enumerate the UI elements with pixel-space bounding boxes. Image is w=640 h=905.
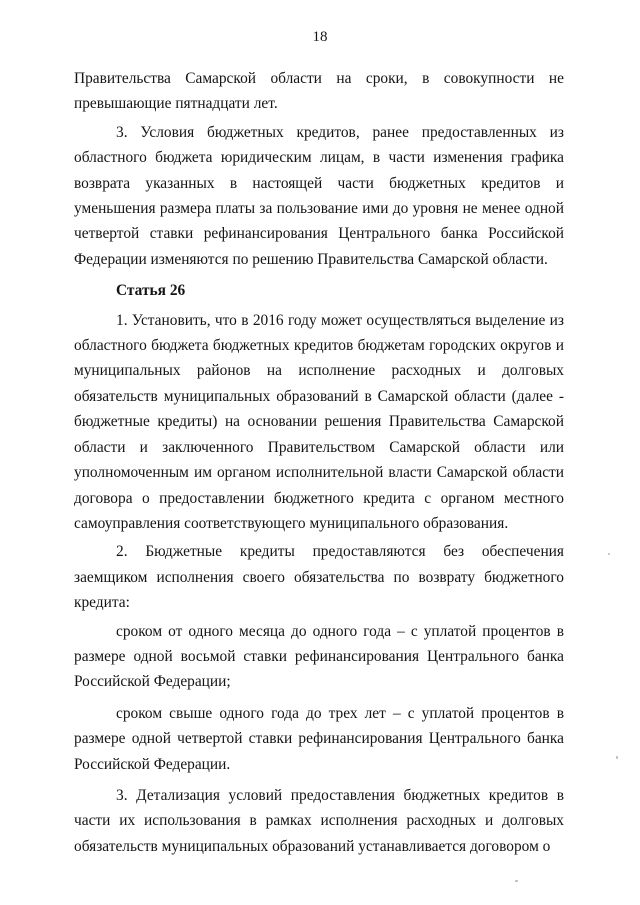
article-heading: Статья 26 (116, 282, 186, 300)
paragraph-term-up-to-one-year: сроком от одного месяца до одного года – с уплатой процентов в размере одной восьмой ставки рефинансирования Центрального банка Российской Федерации; (74, 622, 564, 691)
paragraph-budget-credits-allocation: 1. Установить, что в 2016 году может осуществляться выделение из областного бюджета бюджетных кредитов бюджетам городских округов и муниципальных районов на исполнение расходных и долговых обязательств муниципальных образований в Самарской области (далее - бюджетные кредиты) на основании решения Правительства Самарской области и заключенного Правительством Самарской области или уполномоченным им органом исполнительной власти Самарской области договора о предоставлении бюджетного кредита с органом местного самоуправления соответствующего муниципального образования. (74, 311, 564, 532)
scan-speck (608, 553, 610, 555)
document-body (74, 66, 564, 862)
paragraph-continuation: Правительства Самарской области на сроки, в совокупности не превышающие пятнадцати лет. (74, 70, 564, 113)
paragraph-credit-conditions: 3. Условия бюджетных кредитов, ранее предоставленных из областного бюджета юридическим лицам, в части изменения графика возврата указанных в настоящей части бюджетных кредитов и уменьшения размера платы за пользование ими до уровня не менее одной четвертой ставки рефинансирования Центрального банка Российской Федерации изменяются по решению Правительства Самарской области. (74, 123, 564, 268)
scan-speck (515, 880, 518, 882)
paragraph-term-up-to-three-years: сроком свыше одного года до трех лет – с уплатой процентов в размере одной четвертой ставки рефинансирования Центрального банка Российской Федерации. (74, 704, 564, 773)
page-number: 18 (312, 29, 328, 45)
scan-speck (616, 756, 618, 759)
paragraph-credits-without-security: 2. Бюджетные кредиты предоставляются без обеспечения заемщиком исполнения своего обязательства по возврату бюджетного кредита: (74, 543, 564, 612)
paragraph-credit-details: 3. Детализация условий предоставления бюджетных кредитов в части их использования в рамках исполнения расходных и долговых обязательств муниципальных образований устанавливается договором о (74, 786, 564, 855)
